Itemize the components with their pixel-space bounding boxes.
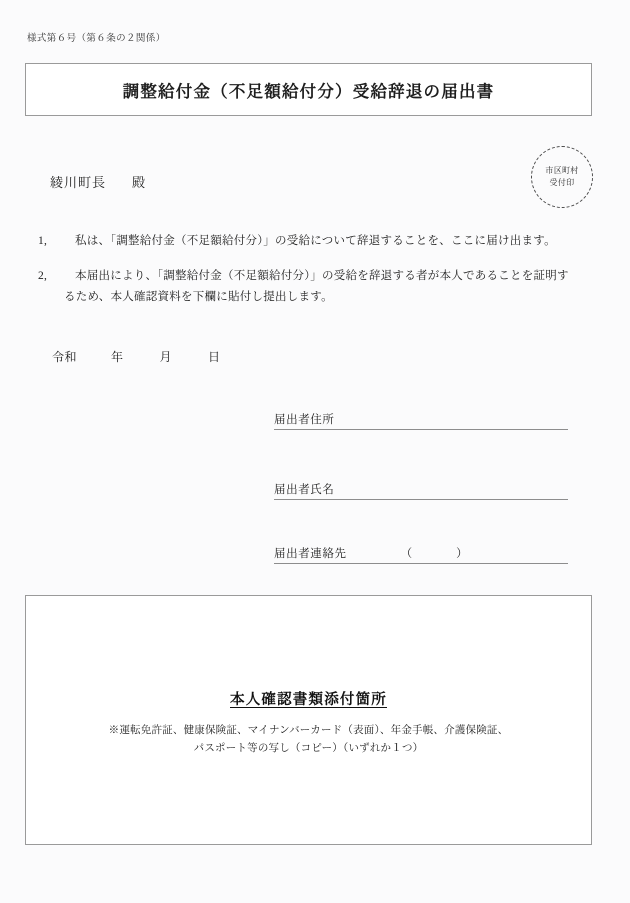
paren-open: （ — [400, 548, 413, 560]
year-unit-label: 年 — [111, 350, 124, 364]
submitter-contact-field[interactable] — [274, 545, 568, 564]
receipt-seal-circle — [531, 146, 593, 208]
clause-1-text: 私は、「調整給付金（不足額給付分）」の受給について辞退することを、ここに届け出ます。 — [75, 235, 556, 247]
day-unit-label: 日 — [208, 350, 221, 364]
contact-area-code-group — [401, 545, 468, 561]
month-unit-label: 月 — [159, 350, 173, 364]
clause-2-number: 2, — [38, 270, 48, 282]
attachment-instructions — [26, 688, 591, 759]
submitter-address-label: 届出者住所 — [274, 414, 335, 426]
submitter-address-field[interactable] — [274, 411, 568, 430]
clause-2-body — [64, 266, 594, 309]
addressee-honorific: 殿 — [132, 175, 147, 190]
seal-label-line2: 受付印 — [549, 178, 575, 187]
attachment-note-line-2: パスポート等の写し（コピー）（いずれか１つ） — [193, 743, 424, 755]
attachment-heading: 本人確認書類添付箇所 — [230, 692, 387, 708]
submitter-name-label: 届出者氏名 — [274, 484, 335, 496]
addressee-line — [50, 172, 146, 191]
clause-item-2 — [38, 266, 594, 309]
date-entry-line — [52, 348, 221, 365]
title-box — [25, 63, 592, 116]
document-title: 調整給付金（不足額給付分）受給辞退の届出書 — [122, 81, 495, 101]
clause-1-number: 1, — [38, 235, 48, 247]
seal-label-line1: 市区町村 — [545, 166, 579, 176]
identity-document-attachment-box[interactable] — [25, 595, 592, 845]
paren-close: ） — [456, 548, 468, 560]
submitter-name-field[interactable] — [274, 481, 568, 500]
attachment-note-line-1: ※運転免許証、健康保険証、マイナンバーカード（表面）、年金手帳、介護保険証、 — [108, 725, 509, 736]
clause-2-text: 本届出により、「調整給付金（不足額給付分）」の受給を辞退する者が本人であることを証明す — [75, 270, 569, 282]
submitter-contact-label: 届出者連絡先 — [274, 548, 347, 560]
era-label: 令和 — [52, 350, 78, 364]
clause-2-text-continued: るため、本人確認資料を下欄に貼付し提出します。 — [64, 291, 333, 304]
clause-item-1 — [38, 231, 594, 252]
form-number-label: 様式第６号（第６条の２関係） — [27, 34, 166, 44]
attachment-notes — [26, 722, 591, 759]
addressee-recipient: 綾川町長 — [50, 175, 107, 190]
